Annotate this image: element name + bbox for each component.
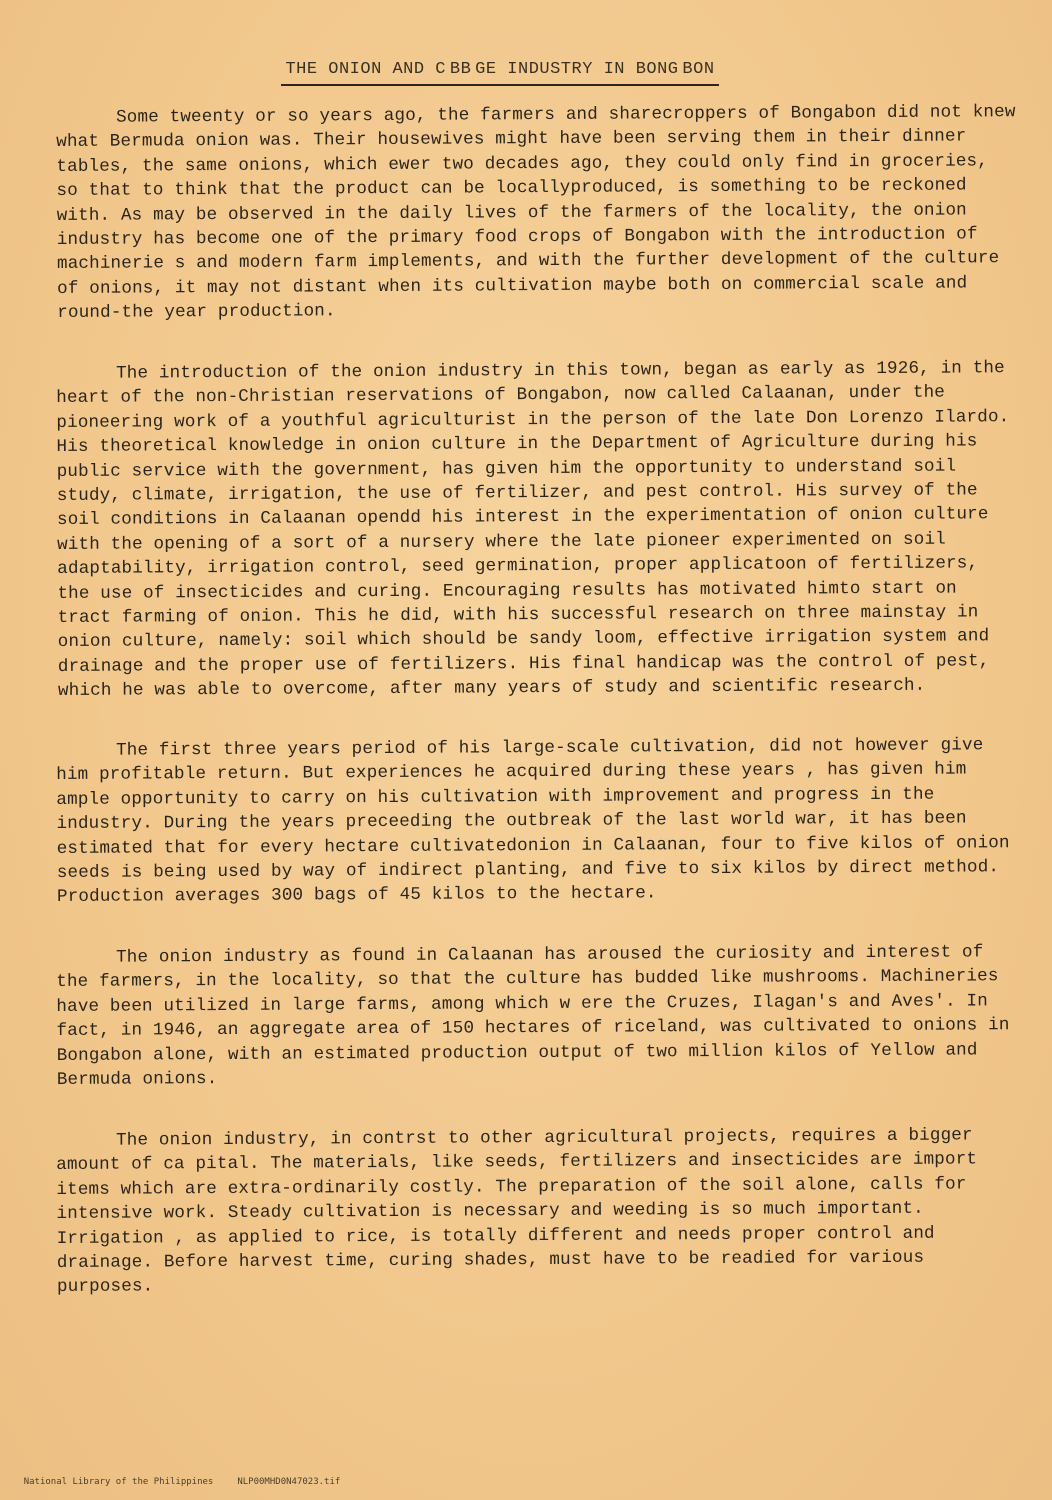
paragraph-2: The introduction of the onion industry in this town, began as early as 1926, in the heart of the non-Christian reservations of Bongabon, now called Calaanan, under the pioneering work of a youthful agriculturist in the person of the late Don Lorenzo Ilardo. His theoretical knowledge in onion culture in the Department of Agriculture during his public service with the government, has given him the opportunity to understand soil study, climate, irrigation, the use of fertilizer, and pest control. His survey of the soil conditions in Calaanan opendd his interest in the experimentation of onion culture with the opening of a sort of a nursery where the late pioneer experimented on soil adaptability, irrigation control, seed germination, proper applicatoon of fertilizers, the use of insecticides and curing. Encouraging results has motivated himto start on tract farming of onion. This he did, with his successful research on three mainstay in onion culture, namely: soil which should be sandy loom, effective irrigation system and drainage and the proper use of fertilizers. His final handicap was the control of pest, which he was able to overcome, after many years of study and scientific research. [56,357,1010,701]
document-title: THE ONION AND C BB GE INDUSTRY IN BONG BON [281,60,718,86]
paragraph-1: Some tweenty or so years ago, the farmers and sharecroppers of Bongabon did not knew what Bermuda onion was. Their housewives might have been serving them in their dinner tables, the same onions, which ewer two decades ago, they could only find in groceries, so that to think that the product can be locallyproduced, is something to be reckoned with. As may be observed in the daily lives of the farmers of the locality, the onion industry has become one of the primary food crops of Bongabon with the introduction of machinerie s and modern farm implements, and with the further development of the culture of onions, it may not distant when its cultivation maybe both on commercial scale and round-the year production. [56,102,1016,324]
paragraph-5: The onion industry, in contrst to other agricultural projects, requires a bigger amount of ca pital. The materials, like seeds, fertilizers and insecticides are import items which are extra-ordinarily costly. The preparation of the soil alone, calls for intensive work. Steady cultivation is necessary and weeding is so much important. Irrigation , as applied to rice, is totally different and needs proper control and drainage. Before harvest time, curing shades, must have to be readied for various purposes. [56,1125,978,1298]
library-name: National Library of the Philippines [23,1477,214,1487]
paragraph-4: The onion industry as found in Calaanan has aroused the curiosity and interest of the farmers, in the locality, so that the culture has budded like mushrooms. Machineries have been utilized in large farms, among which w ere the Cruzes, Ilagan's and Aves'. In fact, in 1946, an aggregate area of 150 hectares of riceland, was cultivated to onions in Bongabon alone, with an estimated production output of two million kilos of Yellow and Bermuda onions. [56,942,1010,1091]
paragraph-3: The first three years period of his large-scale cultivation, did not however give him profitable return. But experiences he acquired during these years , has given him ample opportunity to carry on his cultivation with improvement and progress in the industry. During the years preceeding the outbreak of the last world war, it has been estimated that for every hectare cultivatedonion in Calaanan, four to five kilos of onion seeds is being used by way of indirect planting, and five to six kilos by direct method. Production averages 300 bags of 45 kilos to the hectare. [56,735,1010,908]
document-title-wrap [0,60,1000,86]
file-name: NLP00MHD0N47023.tif [237,1477,341,1487]
archive-footer [2,1467,364,1497]
document-body [56,102,1016,1335]
